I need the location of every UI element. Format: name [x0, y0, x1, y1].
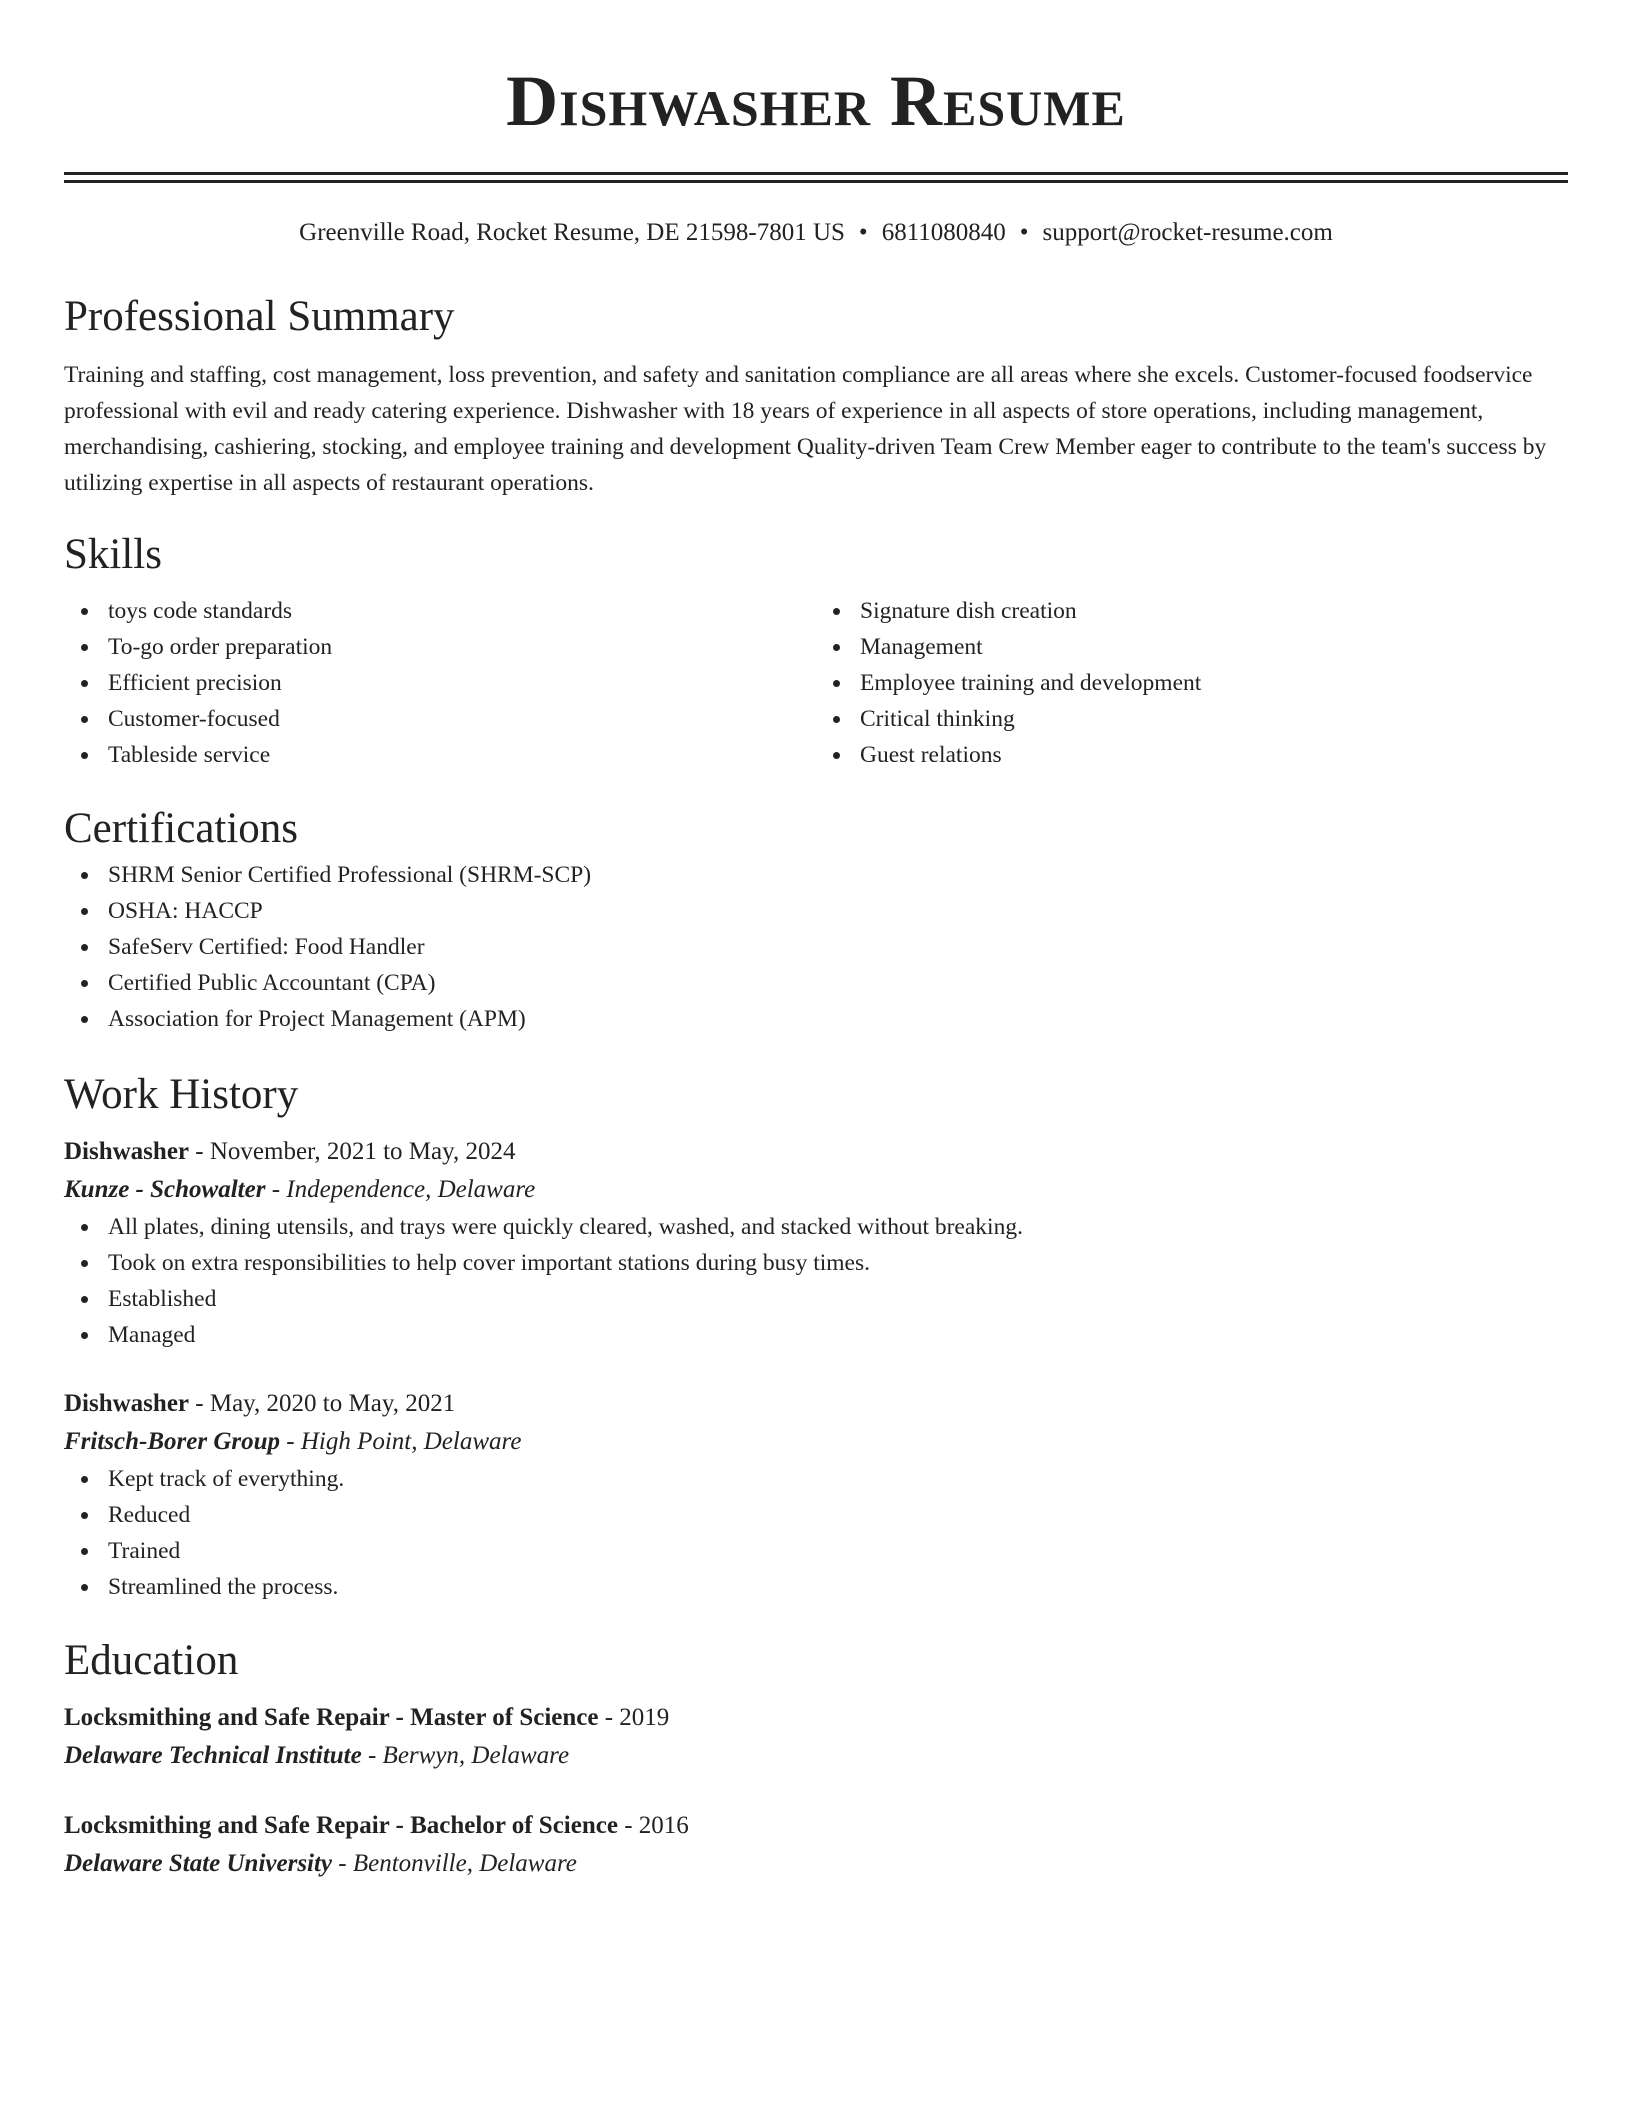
skill-item: Guest relations — [860, 737, 1568, 773]
dash: - — [189, 1390, 210, 1417]
school-line — [64, 1737, 1568, 1775]
education-entry — [64, 1699, 1568, 1775]
skill-item: Employee training and development — [860, 665, 1568, 701]
dash: - — [265, 1176, 287, 1203]
job-location: Independence, Delaware — [286, 1176, 536, 1203]
skill-item: Efficient precision — [108, 665, 816, 701]
skills-left-list — [64, 593, 816, 773]
certifications-list — [64, 857, 1568, 1037]
school-location: Bentonville, Delaware — [352, 1850, 577, 1877]
job-dates: May, 2020 to May, 2021 — [209, 1390, 456, 1417]
job-dates: November, 2021 to May, 2024 — [209, 1138, 516, 1165]
skill-item: Management — [860, 629, 1568, 665]
dash: - — [332, 1850, 353, 1877]
certification-item: Certified Public Accountant (CPA) — [108, 965, 1568, 1001]
contact-separator: • — [858, 219, 868, 246]
skills-right-column — [816, 593, 1568, 773]
skill-item: Signature dish creation — [860, 593, 1568, 629]
job-title-line — [64, 1385, 1568, 1423]
skill-item: To-go order preparation — [108, 629, 816, 665]
school-location: Berwyn, Delaware — [382, 1742, 570, 1769]
job-duty-item: Reduced — [108, 1497, 1568, 1533]
school-name: Delaware Technical Institute — [64, 1742, 362, 1769]
education-heading: Education — [64, 1637, 239, 1684]
degree-line — [64, 1807, 1568, 1845]
job-company: Fritsch-Borer Group — [64, 1428, 281, 1455]
contact-phone: 6811080840 — [881, 219, 1006, 246]
job-duty-item: Established — [108, 1281, 1568, 1317]
job-entry — [64, 1133, 1568, 1353]
summary-text: Training and staffing, cost management, loss prevention, and safety and sanitation compliance are all areas where she excels. Customer-focused foodservice professional with evil and ready catering experience. Dishwasher with 18 years of experience in all aspects of store operations, including management, merchandising, cashiering, stocking, and employee training and development Quality-driven Team Crew Member eager to contribute to the team's success by utilizing expertise in all aspects of restaurant operations. — [64, 362, 1547, 496]
contact-separator: • — [1019, 219, 1029, 246]
certifications-heading: Certifications — [64, 805, 299, 852]
job-entry — [64, 1385, 1568, 1605]
dash: - — [361, 1742, 383, 1769]
job-company-line — [64, 1423, 1568, 1461]
skill-item: Critical thinking — [860, 701, 1568, 737]
certification-item: SafeServ Certified: Food Handler — [108, 929, 1568, 965]
job-role: Dishwasher — [64, 1138, 190, 1165]
degree-year: 2019 — [619, 1704, 670, 1731]
title-double-rule — [64, 172, 1568, 183]
dash: - — [617, 1812, 639, 1839]
job-duty-item: Took on extra responsibilities to help cover important stations during busy times. — [108, 1245, 1568, 1281]
job-role: Dishwasher — [64, 1390, 190, 1417]
job-duty-item: Streamlined the process. — [108, 1569, 1568, 1605]
job-title-line — [64, 1133, 1568, 1171]
education-entry — [64, 1807, 1568, 1883]
school-name: Delaware State University — [64, 1850, 333, 1877]
summary-heading: Professional Summary — [64, 293, 455, 340]
job-company-line — [64, 1171, 1568, 1209]
skill-item: Customer-focused — [108, 701, 816, 737]
dash: - — [280, 1428, 301, 1455]
certification-item: SHRM Senior Certified Professional (SHRM-SCP) — [108, 857, 1568, 893]
contact-line — [64, 217, 1568, 249]
job-company: Kunze - Schowalter — [64, 1176, 266, 1203]
job-duty-item: Managed — [108, 1317, 1568, 1353]
degree-line — [64, 1699, 1568, 1737]
degree-year: 2016 — [638, 1812, 689, 1839]
skills-heading: Skills — [64, 531, 162, 578]
job-duties-list — [64, 1461, 1568, 1605]
contact-address: Greenville Road, Rocket Resume, DE 21598-7801 US — [299, 219, 845, 246]
job-location: High Point, Delaware — [300, 1428, 522, 1455]
dash: - — [189, 1138, 210, 1165]
job-duty-item: Trained — [108, 1533, 1568, 1569]
school-line — [64, 1845, 1568, 1883]
job-duties-list — [64, 1209, 1568, 1353]
dash: - — [598, 1704, 620, 1731]
skills-right-list — [816, 593, 1568, 773]
degree-name: Locksmithing and Safe Repair - Master of Science — [64, 1704, 599, 1731]
job-duty-item: Kept track of everything. — [108, 1461, 1568, 1497]
degree-name: Locksmithing and Safe Repair - Bachelor of Science — [64, 1812, 618, 1839]
job-duty-item: All plates, dining utensils, and trays were quickly cleared, washed, and stacked without breaking. — [108, 1209, 1568, 1245]
contact-email: support@rocket-resume.com — [1042, 219, 1333, 246]
resume-title: Dishwasher Resume — [506, 61, 1126, 141]
skill-item: Tableside service — [108, 737, 816, 773]
skills-left-column — [64, 593, 816, 773]
skill-item: toys code standards — [108, 593, 816, 629]
certification-item: Association for Project Management (APM) — [108, 1001, 1568, 1037]
certification-item: OSHA: HACCP — [108, 893, 1568, 929]
skills-columns — [64, 593, 1568, 773]
work-history-heading: Work History — [64, 1071, 299, 1118]
